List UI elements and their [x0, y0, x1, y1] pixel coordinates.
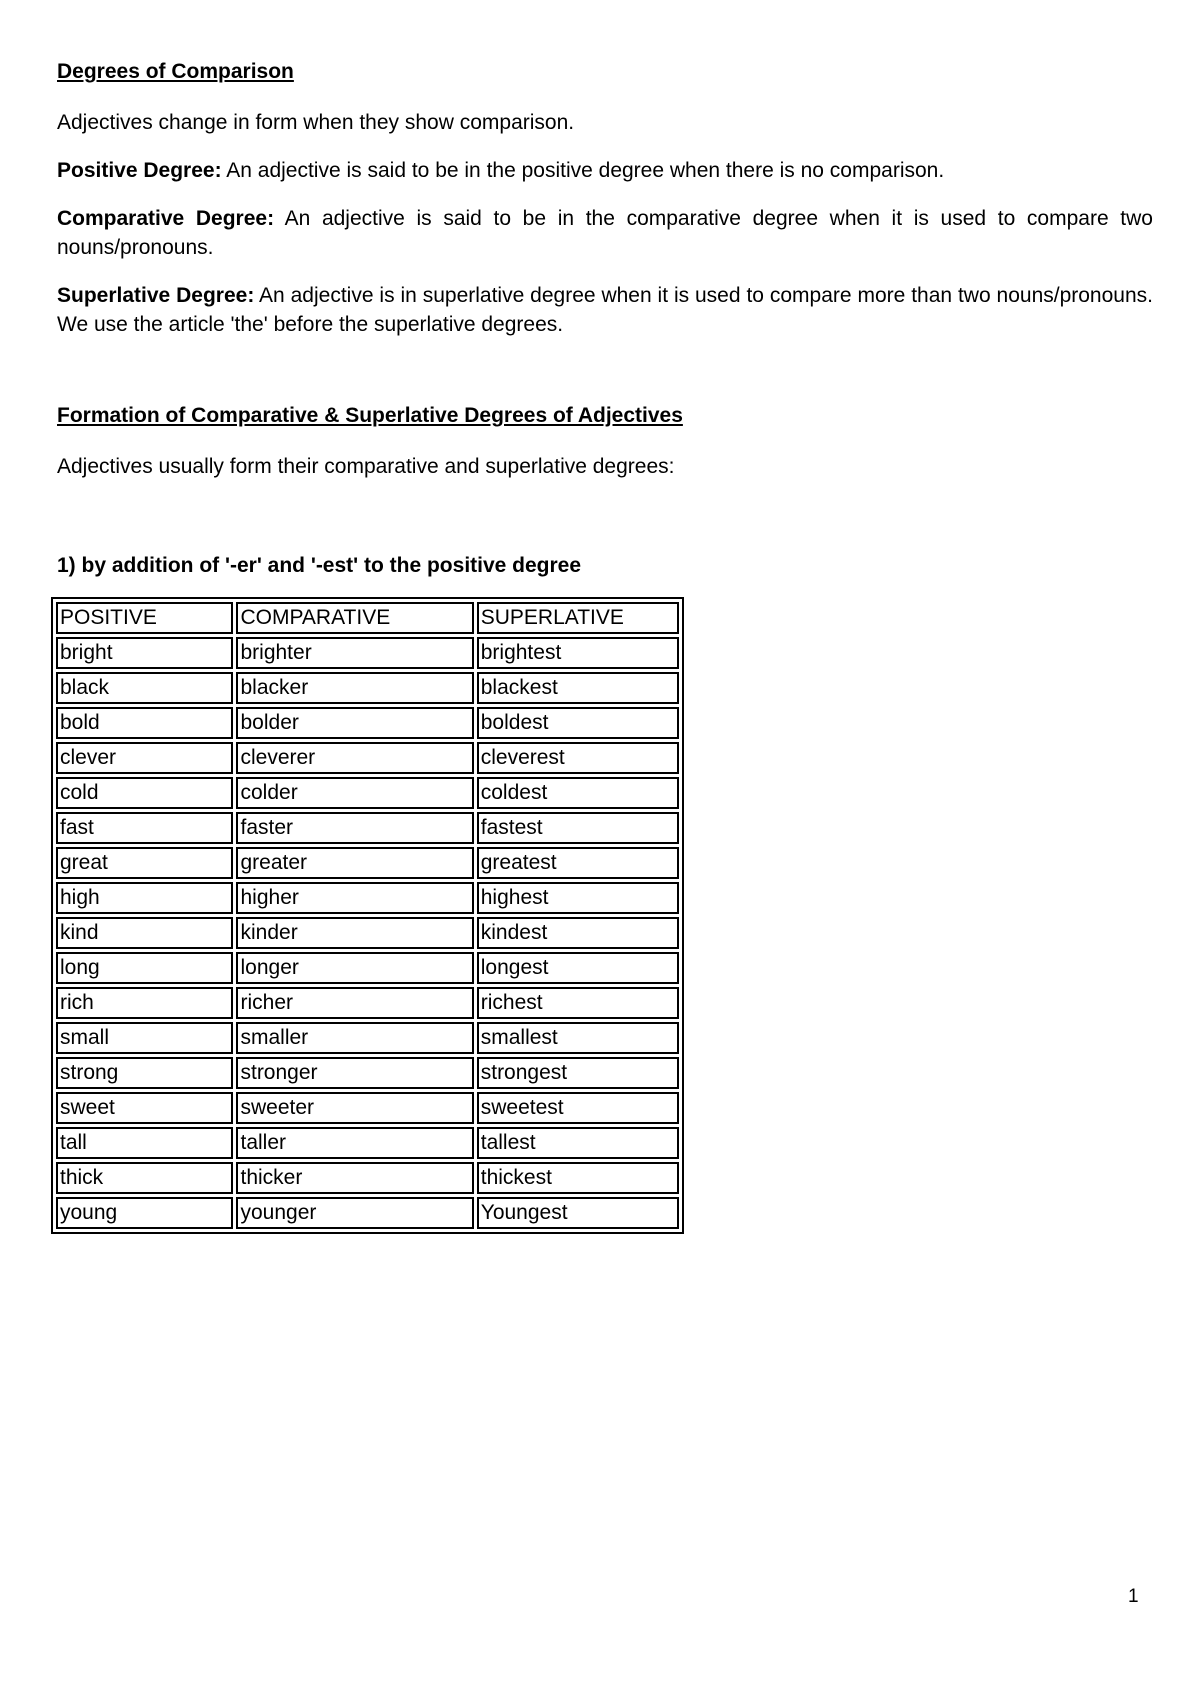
positive-cell: bright: [56, 637, 233, 669]
comparative-cell: blacker: [236, 672, 473, 704]
table-row: [56, 952, 679, 984]
positive-cell: clever: [56, 742, 233, 774]
positive-cell: rich: [56, 987, 233, 1019]
superlative-cell: smallest: [477, 1022, 679, 1054]
superlative-cell: blackest: [477, 672, 679, 704]
table-row: [56, 917, 679, 949]
superlative-cell: strongest: [477, 1057, 679, 1089]
comparative-cell: greater: [236, 847, 473, 879]
table-header-row: [56, 602, 679, 634]
comparative-cell: bolder: [236, 707, 473, 739]
comparative-cell: colder: [236, 777, 473, 809]
superlative-cell: highest: [477, 882, 679, 914]
degrees-table: [51, 597, 684, 1234]
superlative-cell: cleverest: [477, 742, 679, 774]
superlative-cell: boldest: [477, 707, 679, 739]
rule-1-heading: 1) by addition of '-er' and '-est' to the positive degree: [57, 554, 582, 577]
intro-paragraph: Adjectives change in form when they show comparison.: [57, 111, 575, 134]
superlative-cell: greatest: [477, 847, 679, 879]
table-row: [56, 1197, 679, 1229]
comparative-cell: taller: [236, 1127, 473, 1159]
table-row: [56, 812, 679, 844]
superlative-cell: coldest: [477, 777, 679, 809]
comparative-cell: faster: [236, 812, 473, 844]
superlative-degree-text: An adjective is in superlative degree when it is used to compare more than two nouns/pronouns. We use the article 'the' before the superlative degrees.: [57, 284, 1153, 336]
comparative-cell: younger: [236, 1197, 473, 1229]
positive-cell: great: [56, 847, 233, 879]
comparative-cell: cleverer: [236, 742, 473, 774]
page-number: 1: [1128, 1586, 1139, 1607]
comparative-cell: richer: [236, 987, 473, 1019]
positive-cell: bold: [56, 707, 233, 739]
table-row: [56, 1127, 679, 1159]
document-page: [57, 58, 1153, 592]
positive-cell: cold: [56, 777, 233, 809]
positive-cell: kind: [56, 917, 233, 949]
superlative-degree-label: Superlative Degree:: [57, 284, 255, 307]
comparative-degree-label: Comparative Degree:: [57, 207, 275, 230]
table-row: [56, 672, 679, 704]
superlative-cell: Youngest: [477, 1197, 679, 1229]
positive-degree-label: Positive Degree:: [57, 159, 222, 182]
table-row: [56, 987, 679, 1019]
table-row: [56, 847, 679, 879]
positive-cell: young: [56, 1197, 233, 1229]
superlative-cell: fastest: [477, 812, 679, 844]
superlative-cell: thickest: [477, 1162, 679, 1194]
header-positive: POSITIVE: [56, 602, 233, 634]
positive-cell: small: [56, 1022, 233, 1054]
header-superlative: SUPERLATIVE: [477, 602, 679, 634]
table-row: [56, 777, 679, 809]
positive-degree-text: An adjective is said to be in the positive degree when there is no comparison.: [221, 159, 945, 182]
comparative-cell: stronger: [236, 1057, 473, 1089]
comparative-cell: longer: [236, 952, 473, 984]
positive-cell: high: [56, 882, 233, 914]
superlative-cell: brightest: [477, 637, 679, 669]
comparative-cell: smaller: [236, 1022, 473, 1054]
superlative-cell: tallest: [477, 1127, 679, 1159]
superlative-cell: richest: [477, 987, 679, 1019]
table-row: [56, 1022, 679, 1054]
page-title: Degrees of Comparison: [57, 60, 294, 83]
superlative-cell: kindest: [477, 917, 679, 949]
table-row: [56, 637, 679, 669]
formation-intro: Adjectives usually form their comparative and superlative degrees:: [57, 455, 675, 478]
comparative-degree-paragraph: [57, 204, 1153, 262]
comparative-cell: sweeter: [236, 1092, 473, 1124]
header-comparative: COMPARATIVE: [236, 602, 473, 634]
positive-cell: strong: [56, 1057, 233, 1089]
positive-cell: tall: [56, 1127, 233, 1159]
superlative-cell: sweetest: [477, 1092, 679, 1124]
comparative-degree-text: An adjective is said to be in the comparative degree when it is used to compare two nouns/pronouns.: [57, 207, 1153, 259]
comparative-cell: higher: [236, 882, 473, 914]
table-row: [56, 1057, 679, 1089]
table-row: [56, 1092, 679, 1124]
comparative-cell: brighter: [236, 637, 473, 669]
comparative-cell: thicker: [236, 1162, 473, 1194]
positive-cell: sweet: [56, 1092, 233, 1124]
comparative-cell: kinder: [236, 917, 473, 949]
positive-cell: black: [56, 672, 233, 704]
positive-cell: thick: [56, 1162, 233, 1194]
positive-degree-paragraph: [57, 156, 1153, 185]
table-row: [56, 742, 679, 774]
superlative-degree-paragraph: [57, 281, 1153, 339]
formation-heading: Formation of Comparative & Superlative Degrees of Adjectives: [57, 404, 683, 427]
positive-cell: long: [56, 952, 233, 984]
positive-cell: fast: [56, 812, 233, 844]
table-row: [56, 882, 679, 914]
table-row: [56, 707, 679, 739]
table-row: [56, 1162, 679, 1194]
superlative-cell: longest: [477, 952, 679, 984]
